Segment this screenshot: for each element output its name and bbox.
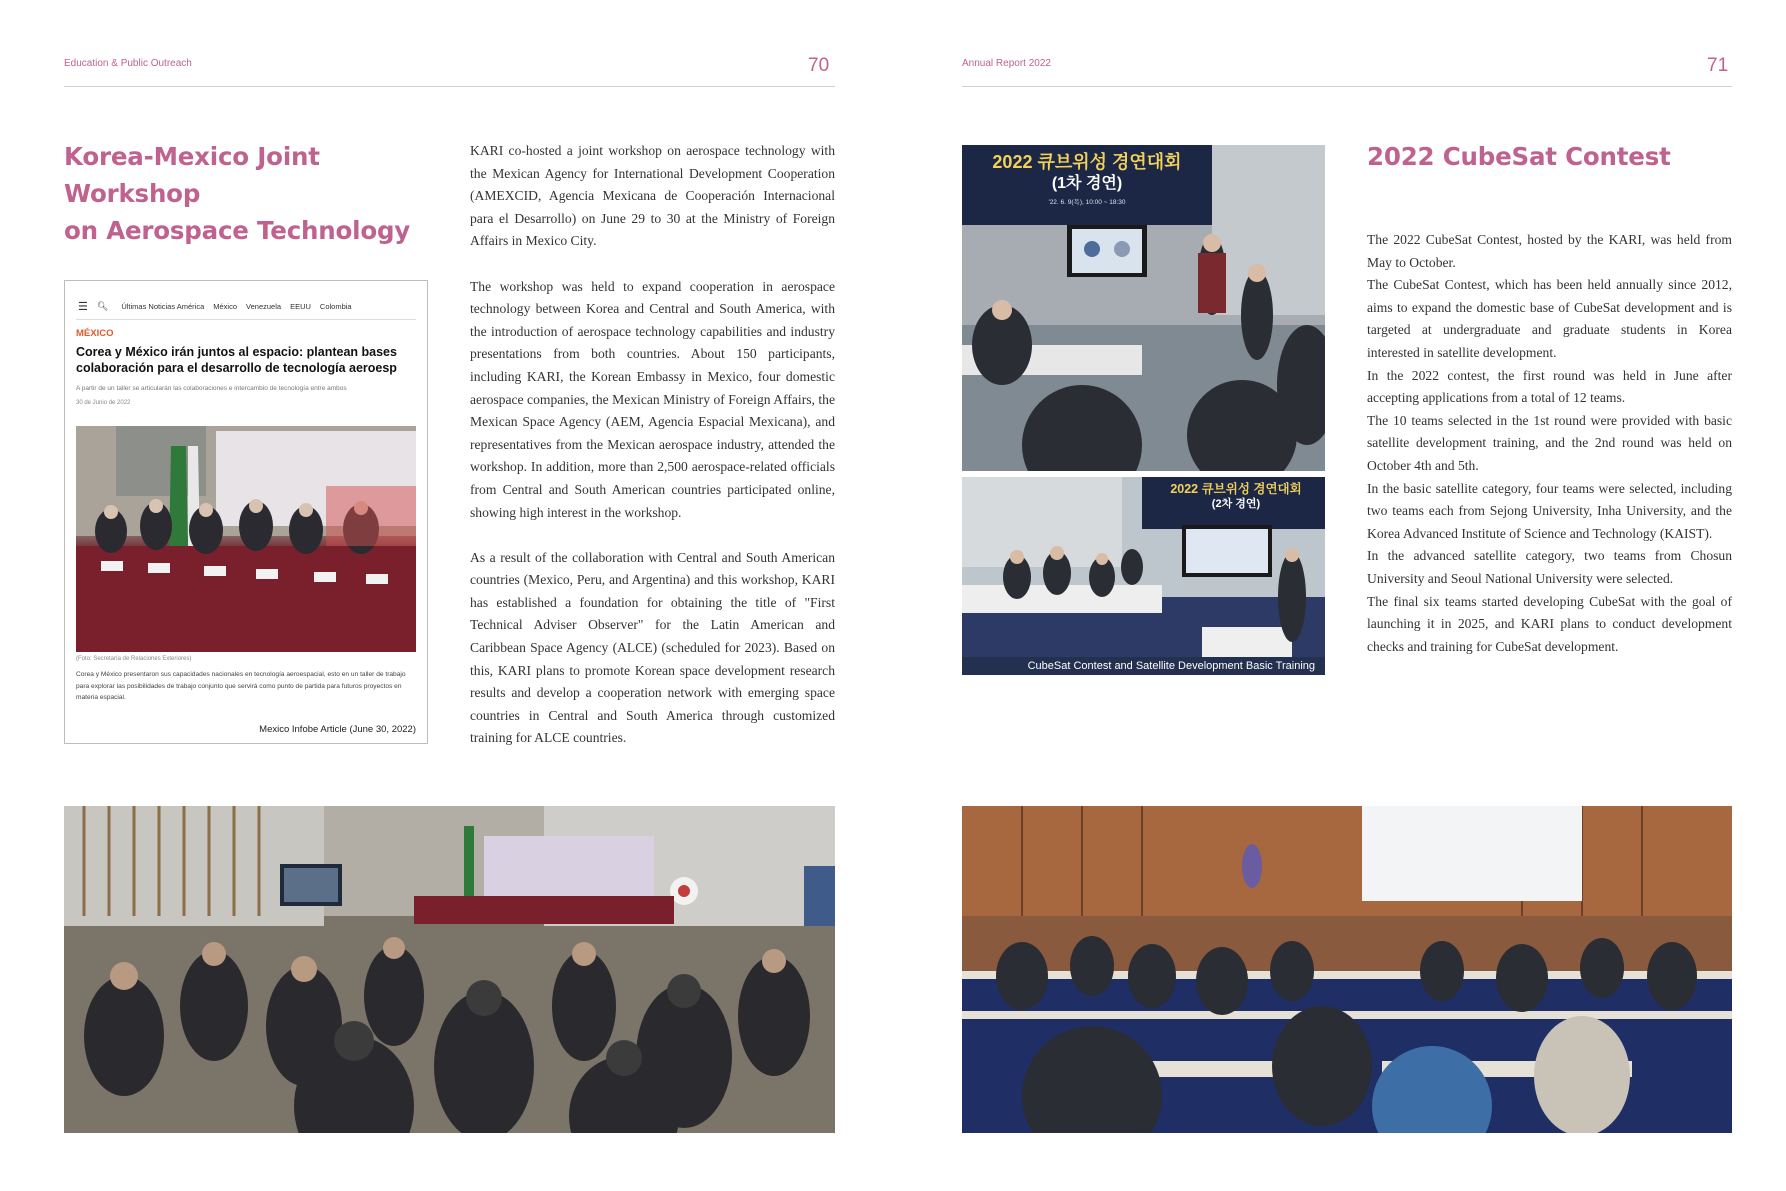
article-source: Mexico Infobe Article (June 30, 2022) xyxy=(259,724,416,735)
photo2-banner-title: 2022 큐브위성 경연대회 xyxy=(1170,482,1302,496)
right-paragraph: The 10 teams selected in the 1st round were provided with basic satellite development training, and the 2nd round was held on October 4th and 5th. xyxy=(1367,412,1732,473)
photo1-banner-subtitle: (1차 경연) xyxy=(1051,175,1123,192)
left-paragraph: As a result of the collaboration with Central and South American countries (Mexico, Peru, and Argentina) and this workshop, KARI has established a foundation for obtaining the title of "First Technical Adviser Observer" for the Latin American and Caribbean Space Agency (ALCE) (scheduled for 2023). Based on this, KARI plans to promote Korean space development research results and develop a cooperation network with emerging space countries in Central and South America through customized training for ALCE countries. xyxy=(470,549,835,746)
right-paragraph: The final six teams started developing CubeSat with the goal of launching it in 2025, and KARI plans to conduct development checks and training for CubeSat development. xyxy=(1367,593,1732,654)
right-paragraph: The 2022 CubeSat Contest, hosted by the KARI, was held from May to October. xyxy=(1367,232,1732,270)
article-headline xyxy=(76,344,421,376)
photo2-banner-subtitle: (2차 경연) xyxy=(1211,498,1261,510)
article-nav-item: Venezuela xyxy=(246,302,282,311)
left-paragraph: The workshop was held to expand cooperation in aerospace technology between Korea and Central and South America, with the introduction of aerospace technology capabilities and industry presentations from both countries. About 150 participants, including KARI, the Korean Embassy in Mexico, four domestic aerospace companies, the Mexican Ministry of Foreign Affairs, the Mexican Space Agency (AEM, Agencia Espacial Mexicana), and representatives from the Mexican aerospace industry, attended the workshop. In addition, more than 2,500 aerospace-related officials from Central and South American countries participated online, showing high interest in the workshop. xyxy=(470,278,835,520)
cubesat-training-scene xyxy=(962,806,1732,1133)
workshop-audience-photo xyxy=(64,806,835,1133)
left-section-label: Education & Public Outreach xyxy=(64,58,192,69)
left-page-number: 70 xyxy=(808,55,830,76)
cubesat-1st-round-photo xyxy=(962,145,1325,471)
right-section-label: Annual Report 2022 xyxy=(962,58,1051,69)
left-paragraph: KARI co-hosted a joint workshop on aerospace technology with the Mexican Agency for International Development Cooperation (AMEXCID, Agencia Mexicana de Cooperación Internacional para el Desarrollo) on June 29 to 30 at the Ministry of Foreign Affairs in Mexico City. xyxy=(470,143,835,249)
right-header-rule xyxy=(962,86,1732,87)
article-caption: Corea y México presentaron sus capacidades nacionales en tecnología aeroespacial, esto en un taller de trabajo para explorar las posibilidades de trabajo conjunto que servirá como punto de partida para futuros proyectos en materia espacial. xyxy=(76,671,406,701)
article-subhead: A partir de un taller se articularán las colaboraciones e intercambio de tecnología entre ambos xyxy=(76,385,347,392)
right-paragraph: In the advanced satellite category, two teams from Chosun University and Seoul National University were selected. xyxy=(1367,548,1732,586)
menu-icon: ☰ xyxy=(78,301,88,313)
article-divider xyxy=(76,319,416,320)
news-article-clipping xyxy=(64,280,428,744)
left-title-line1: Korea-Mexico Joint Workshop xyxy=(64,142,320,208)
photo1-banner-title: 2022 큐브위성 경연대회 xyxy=(992,152,1182,172)
article-nav-item: Últimas Noticias América xyxy=(121,302,205,311)
cubesat-2nd-round-photo xyxy=(962,477,1325,675)
article-nav-item: Colombia xyxy=(319,302,352,311)
article-headline-text: Corea y México irán juntos al espacio: plantean bases colaboración para el desarrollo de tecnología aeroesp xyxy=(76,345,397,375)
cubesat-training-photo xyxy=(962,806,1732,1133)
right-paragraph: In the 2022 contest, the first round was held in June after accepting applications from a total of 12 teams. xyxy=(1367,367,1732,406)
article-nav-item: México xyxy=(213,302,238,311)
right-paragraph: In the basic satellite category, four teams were selected, including two teams each from Sejong University, Inha University, and the Korea Advanced Institute of Science and Technology (KAIST). xyxy=(1367,480,1732,541)
article-photo-scene xyxy=(76,426,416,652)
left-title-line2: on Aerospace Technology xyxy=(64,216,411,245)
article-photo xyxy=(76,426,416,652)
photo2-banner xyxy=(1147,481,1325,512)
workshop-audience-scene xyxy=(64,806,835,1133)
article-photo-credit: (Foto: Secretaría de Relaciones Exteriores) xyxy=(76,656,192,662)
right-body-text xyxy=(1367,229,1732,658)
left-body-text xyxy=(470,140,835,773)
article-nav-item: EEUU xyxy=(290,302,311,311)
right-paragraph: The CubeSat Contest, which has been held annually since 2012, aims to expand the domestic base of CubeSat development and is targeted at undergraduate and graduate students in Korea interested in satellite development. xyxy=(1367,277,1732,360)
photo1-banner-date: '22. 6. 9(목), 10:00 ~ 18:30 xyxy=(1048,199,1126,206)
article-date: 30 de Junio de 2022 xyxy=(76,400,131,406)
photo-caption: CubeSat Contest and Satellite Development Basic Training xyxy=(962,657,1325,675)
search-icon: 🔍︎ xyxy=(96,301,109,311)
article-section: MÉXICO xyxy=(76,328,114,339)
left-title xyxy=(64,138,444,249)
right-title: 2022 CubeSat Contest xyxy=(1367,142,1671,171)
right-page-number: 71 xyxy=(1707,55,1729,76)
photo1-banner xyxy=(962,151,1212,206)
article-nav xyxy=(78,300,352,313)
left-header-rule xyxy=(64,86,835,87)
